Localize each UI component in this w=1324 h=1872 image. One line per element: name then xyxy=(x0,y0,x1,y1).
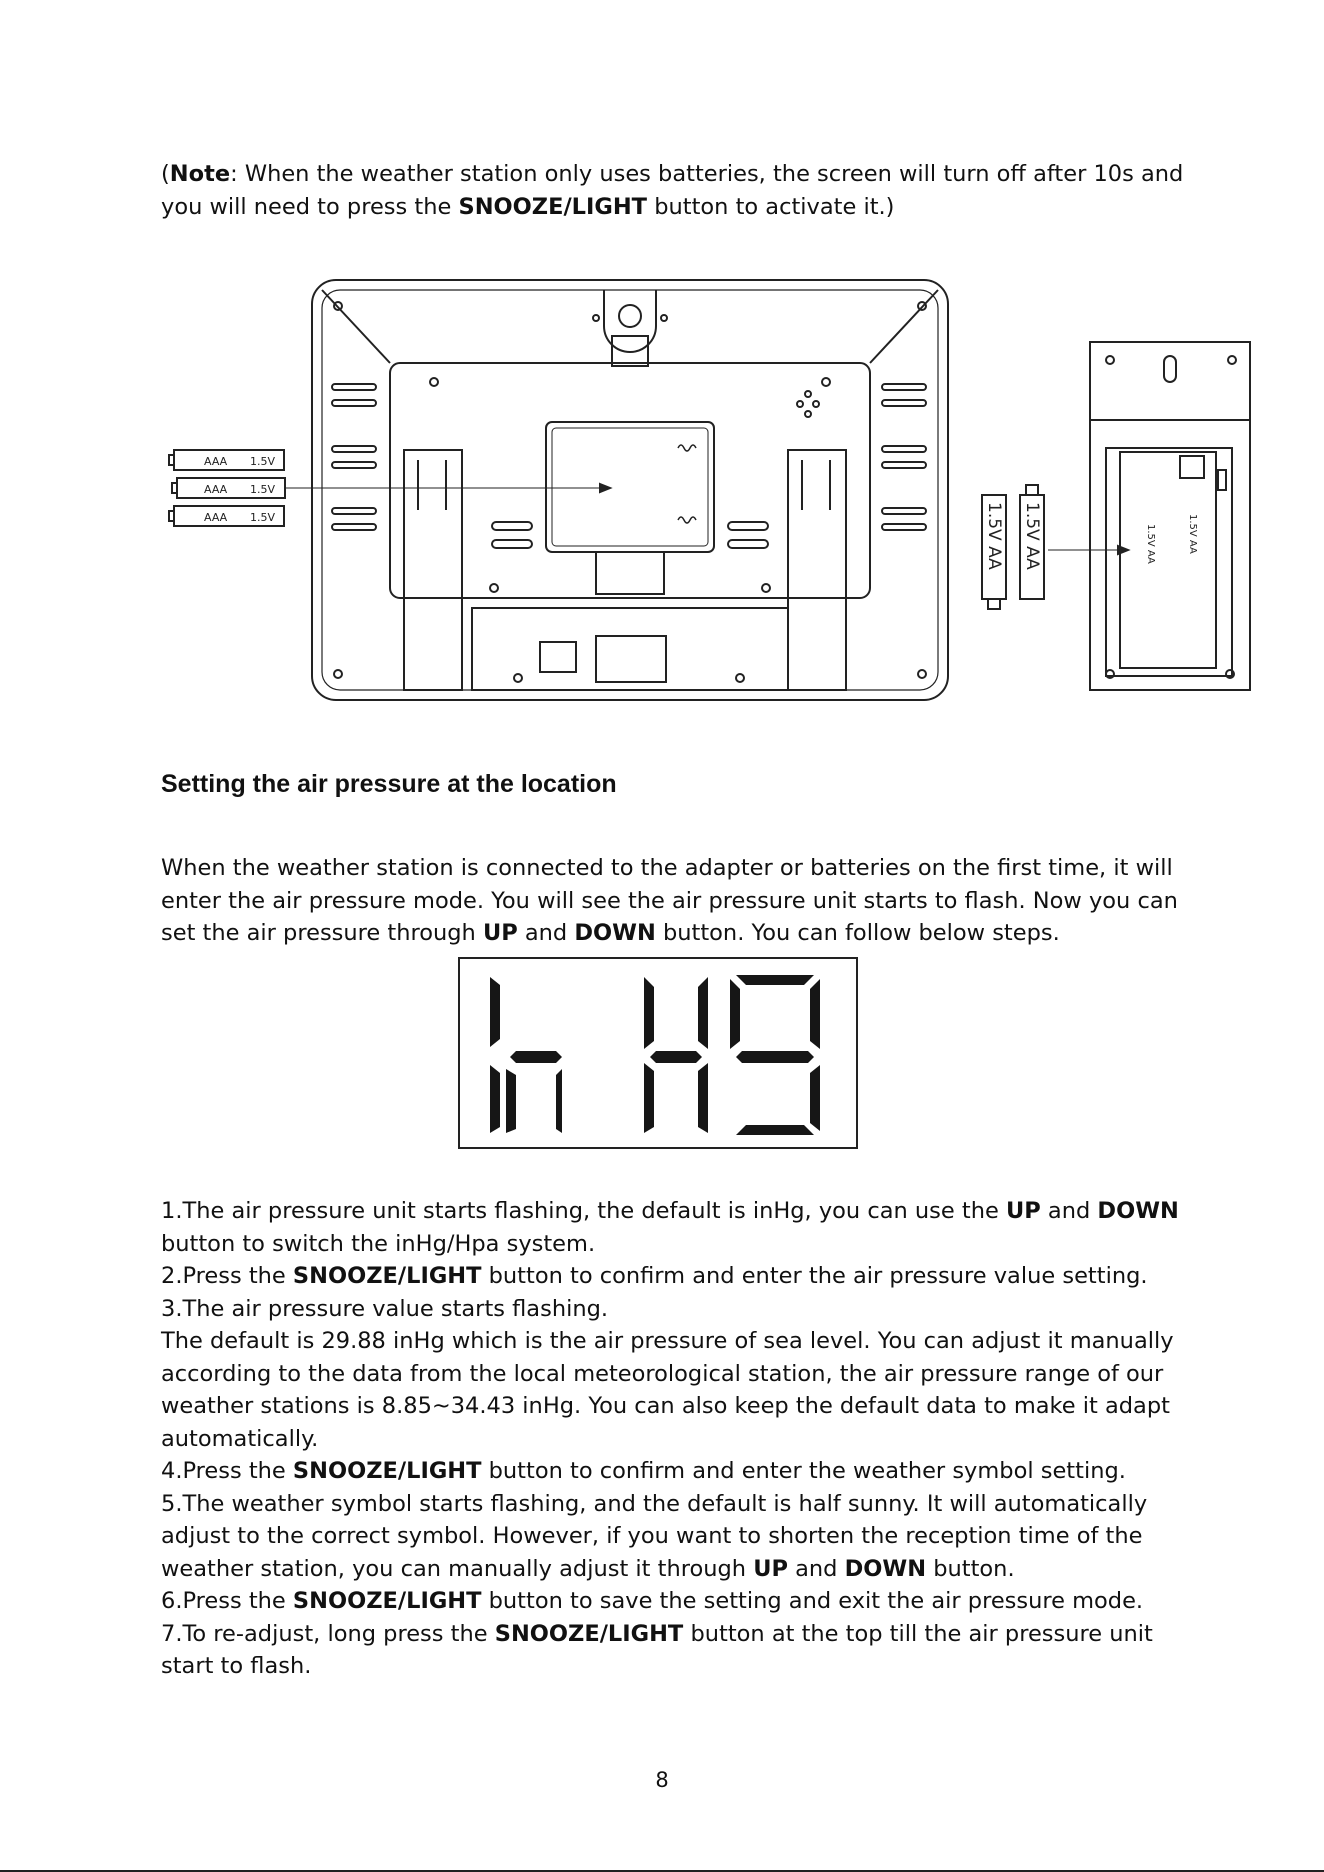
step-1-and: and xyxy=(1040,1198,1098,1224)
step-1-text-end: button to switch the inHg/Hpa system. xyxy=(161,1230,596,1257)
step-7-text-end: button at the top till the air pressure unit start to flash. xyxy=(161,1620,1153,1679)
step-3: 3.The air pressure value starts flashing. xyxy=(161,1295,609,1322)
compartment-label-2: 1.5V AA xyxy=(1187,514,1198,554)
up-button-name: UP xyxy=(482,920,518,946)
down-button-name: DOWN xyxy=(844,1555,927,1582)
weather-station-back xyxy=(312,280,948,700)
step-6-text: 6.Press the xyxy=(161,1588,293,1614)
section-heading: Setting the air pressure at the location xyxy=(161,770,617,798)
aa-battery-1-label: 1.5V AA xyxy=(984,502,1004,570)
step-7 xyxy=(161,1618,1201,1683)
snooze-light-button-name: SNOOZE/LIGHT xyxy=(292,1263,482,1289)
note-paragraph xyxy=(161,158,1201,223)
note-text-end: button to activate it.) xyxy=(647,193,895,220)
down-button-name: DOWN xyxy=(574,920,656,946)
step-4-text-end: button to confirm and enter the weather symbol setting. xyxy=(481,1458,1126,1484)
compartment-label-1: 1.5V AA xyxy=(1145,524,1156,564)
aaa-battery-2-type: AAA xyxy=(204,483,228,496)
step-4-text: 4.Press the xyxy=(161,1458,293,1484)
step-5-text: 5.The weather symbol starts flashing, and the default is half sunny. It will automatically adjust to the correct symbol. However, if you want to shorten the reception time of the weather station, you can manually adjust it through xyxy=(161,1490,1148,1582)
snooze-light-button-name: SNOOZE/LIGHT xyxy=(292,1458,482,1484)
aaa-battery-1-type: AAA xyxy=(204,455,228,468)
step-1-text: 1.The air pressure unit starts flashing, the default is inHg, you can use the xyxy=(161,1198,1006,1224)
up-button-name: UP xyxy=(1005,1198,1041,1224)
step-5 xyxy=(161,1488,1201,1586)
aaa-battery-2-voltage: 1.5V xyxy=(250,483,276,496)
step-6 xyxy=(161,1585,1201,1618)
note-text: : When the weather station only uses batteries, the screen will turn off after 10s and you will need to press the xyxy=(161,161,1184,220)
step-4 xyxy=(161,1455,1201,1488)
note-button-name: SNOOZE/LIGHT xyxy=(458,193,648,220)
aa-battery-2-label: 1.5V AA xyxy=(1022,502,1042,570)
step-2 xyxy=(161,1260,1201,1293)
snooze-light-button-name: SNOOZE/LIGHT xyxy=(292,1588,482,1614)
battery-installation-figure xyxy=(160,270,1260,710)
lcd-display-figure xyxy=(458,957,858,1149)
aaa-battery-3-type: AAA xyxy=(204,511,228,524)
step-3-detail: The default is 29.88 inHg which is the air pressure of sea level. You can adjust it manually according to the data from the local meteorological station, the air pressure range of our weather stations is 8.85~34.43 inHg. You can also keep the default data to make it adapt automatically. xyxy=(161,1328,1174,1452)
up-button-name: UP xyxy=(753,1555,788,1582)
note-open: ( xyxy=(161,161,170,187)
step-1 xyxy=(161,1195,1201,1260)
intro-and: and xyxy=(517,920,575,946)
aaa-battery-1-voltage: 1.5V xyxy=(250,455,276,468)
step-5-text-end: button. xyxy=(926,1555,1015,1582)
step-2-text-end: button to confirm and enter the air pressure value setting. xyxy=(481,1263,1148,1289)
note-label: Note xyxy=(169,161,231,187)
snooze-light-button-name: SNOOZE/LIGHT xyxy=(494,1620,684,1647)
aaa-battery-3-voltage: 1.5V xyxy=(250,511,276,524)
intro-paragraph xyxy=(161,852,1201,950)
step-7-text: 7.To re-adjust, long press the xyxy=(161,1620,495,1647)
step-2-text: 2.Press the xyxy=(161,1263,293,1289)
step-6-text-end: button to save the setting and exit the air pressure mode. xyxy=(481,1588,1144,1614)
intro-text: When the weather station is connected to the adapter or batteries on the first time, it will enter the air pressure mode. You will see the air pressure unit starts to flash. Now you can set the air pressure through xyxy=(161,855,1178,946)
down-button-name: DOWN xyxy=(1097,1198,1179,1224)
step-5-and: and xyxy=(787,1555,845,1582)
page-number: 8 xyxy=(655,1768,669,1792)
steps-list xyxy=(161,1195,1201,1683)
intro-text-end: button. You can follow below steps. xyxy=(655,920,1060,946)
